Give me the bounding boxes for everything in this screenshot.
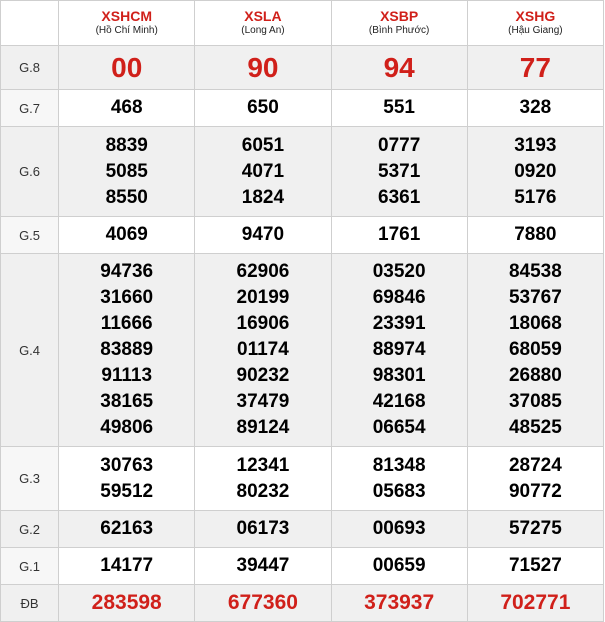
prize-number: 00659 [372, 555, 426, 576]
prize-number: 37479 [236, 391, 290, 412]
prize-row-g6 [1, 127, 604, 217]
prize-cell [467, 254, 603, 447]
prize-cell [195, 254, 331, 447]
prize-number: 5085 [105, 160, 148, 182]
prize-cell [467, 217, 603, 254]
prize-number: 98301 [372, 365, 426, 386]
prize-number: 49806 [100, 417, 154, 438]
prize-row-special [1, 585, 604, 622]
prize-number: 42168 [372, 391, 426, 412]
province-code[interactable]: XSBP [380, 8, 419, 24]
prize-number: 01174 [237, 339, 289, 360]
prize-row-g7 [1, 90, 604, 127]
province-header-la[interactable] [195, 1, 331, 46]
prize-number: 89124 [236, 417, 290, 438]
prize-cell [59, 217, 195, 254]
prize-label: G.5 [1, 217, 59, 254]
prize-number: 8839 [105, 134, 148, 156]
province-header-hcm[interactable] [59, 1, 195, 46]
prize-cell [467, 127, 603, 217]
prize-number: 9470 [241, 224, 285, 245]
province-header-hg[interactable] [467, 1, 603, 46]
prize-cell [331, 511, 467, 548]
province-code[interactable]: XSLA [244, 8, 282, 24]
prize-number: 11666 [100, 313, 153, 334]
prize-cell [195, 511, 331, 548]
prize-cell [59, 585, 195, 622]
prize-number: 16906 [236, 313, 290, 334]
prize-cell [467, 511, 603, 548]
prize-number: 38165 [100, 391, 154, 412]
special-prize-number: 702771 [500, 591, 571, 614]
prize-cell [195, 447, 331, 511]
prize-number: 0920 [514, 160, 557, 182]
prize-cell [59, 511, 195, 548]
prize-cell [331, 585, 467, 622]
prize-cell [467, 447, 603, 511]
province-name: (Long An) [241, 25, 285, 36]
prize-number: 94 [383, 51, 415, 83]
prize-number: 28724 [508, 454, 562, 476]
prize-number: 8550 [105, 186, 148, 208]
province-name: (Hồ Chí Minh) [95, 25, 158, 36]
prize-row-g1 [1, 548, 604, 585]
prize-number: 81348 [372, 454, 426, 476]
prize-label: G.6 [1, 127, 59, 217]
prize-cell [195, 46, 331, 90]
prize-number: 12341 [236, 454, 290, 476]
prize-number: 6051 [241, 134, 285, 156]
prize-number: 3193 [514, 134, 557, 156]
prize-cell [59, 447, 195, 511]
prize-number: 06654 [372, 417, 426, 438]
prize-cell [59, 548, 195, 585]
prize-cell [467, 585, 603, 622]
prize-cell [59, 254, 195, 447]
prize-number: 62163 [100, 518, 154, 539]
prize-number: 4071 [241, 160, 285, 182]
prize-number: 31660 [100, 287, 154, 308]
prize-cell [467, 90, 603, 127]
prize-number: 1761 [378, 224, 421, 245]
prize-number: 4069 [105, 224, 148, 245]
prize-label: G.8 [1, 46, 59, 90]
special-prize-number: 283598 [91, 591, 162, 614]
prize-number: 06173 [236, 518, 290, 539]
prize-cell [331, 90, 467, 127]
prize-cell [331, 127, 467, 217]
prize-cell [195, 217, 331, 254]
prize-number: 1824 [241, 186, 285, 208]
prize-number: 37085 [508, 391, 562, 412]
prize-label: G.3 [1, 447, 59, 511]
prize-number: 23391 [372, 313, 426, 334]
prize-label: G.1 [1, 548, 59, 585]
prize-number: 39447 [236, 555, 290, 576]
prize-number: 05683 [372, 480, 426, 502]
prize-number: 00693 [372, 518, 426, 539]
prize-cell [59, 127, 195, 217]
special-prize-number: 373937 [364, 591, 435, 614]
prize-label: G.4 [1, 254, 59, 447]
prize-number: 80232 [236, 480, 290, 502]
prize-number: 84538 [508, 261, 562, 282]
prize-cell [467, 46, 603, 90]
prize-number: 62906 [236, 261, 290, 282]
prize-cell [331, 254, 467, 447]
prize-number: 03520 [372, 261, 426, 282]
prize-number: 0777 [378, 134, 421, 156]
prize-number: 69846 [372, 287, 426, 308]
prize-number: 18068 [508, 313, 562, 334]
prize-number: 53767 [508, 287, 562, 308]
prize-cell [59, 90, 195, 127]
prize-number: 88974 [372, 339, 426, 360]
prize-number: 83889 [100, 339, 154, 360]
prize-number: 57275 [508, 518, 562, 539]
prize-number: 94736 [100, 261, 154, 282]
province-name: (Bình Phước) [368, 25, 430, 36]
prize-number: 14177 [100, 555, 154, 576]
prize-cell [195, 548, 331, 585]
prize-number: 59512 [100, 480, 154, 502]
prize-cell [195, 127, 331, 217]
prize-row-g3 [1, 447, 604, 511]
prize-number: 30763 [100, 454, 154, 476]
prize-number: 7880 [514, 224, 557, 245]
prize-number: 77 [519, 51, 551, 83]
prize-number: 551 [383, 97, 415, 118]
header-row [1, 1, 604, 46]
prize-number: 650 [247, 97, 279, 118]
prize-cell [195, 585, 331, 622]
prize-cell [331, 46, 467, 90]
corner-cell [1, 1, 59, 46]
prize-cell [195, 90, 331, 127]
prize-number: 26880 [508, 365, 562, 386]
province-code[interactable]: XSHG [515, 8, 556, 24]
prize-number: 90232 [236, 365, 290, 386]
prize-label: ĐB [1, 585, 59, 622]
prize-row-g2 [1, 511, 604, 548]
prize-number: 5176 [514, 186, 557, 208]
prize-number: 68059 [508, 339, 562, 360]
special-prize-number: 677360 [227, 591, 298, 614]
prize-number: 91113 [101, 365, 153, 386]
prize-number: 48525 [508, 417, 562, 438]
prize-label: G.2 [1, 511, 59, 548]
prize-row-g5 [1, 217, 604, 254]
prize-row-g4 [1, 254, 604, 447]
prize-cell [59, 46, 195, 90]
prize-cell [331, 548, 467, 585]
province-name: (Hậu Giang) [508, 25, 563, 36]
prize-row-g8 [1, 46, 604, 90]
province-header-bp[interactable] [331, 1, 467, 46]
province-code[interactable]: XSHCM [101, 8, 152, 24]
prize-cell [331, 217, 467, 254]
prize-cell [331, 447, 467, 511]
prize-number: 90 [247, 51, 279, 83]
prize-number: 00 [111, 51, 143, 83]
prize-number: 20199 [236, 287, 290, 308]
prize-number: 328 [519, 97, 552, 118]
prize-number: 468 [110, 97, 143, 118]
prize-label: G.7 [1, 90, 59, 127]
prize-number: 71527 [508, 555, 562, 576]
prize-number: 90772 [508, 480, 562, 502]
prize-cell [467, 548, 603, 585]
prize-number: 6361 [378, 186, 421, 208]
prize-number: 5371 [378, 160, 421, 182]
